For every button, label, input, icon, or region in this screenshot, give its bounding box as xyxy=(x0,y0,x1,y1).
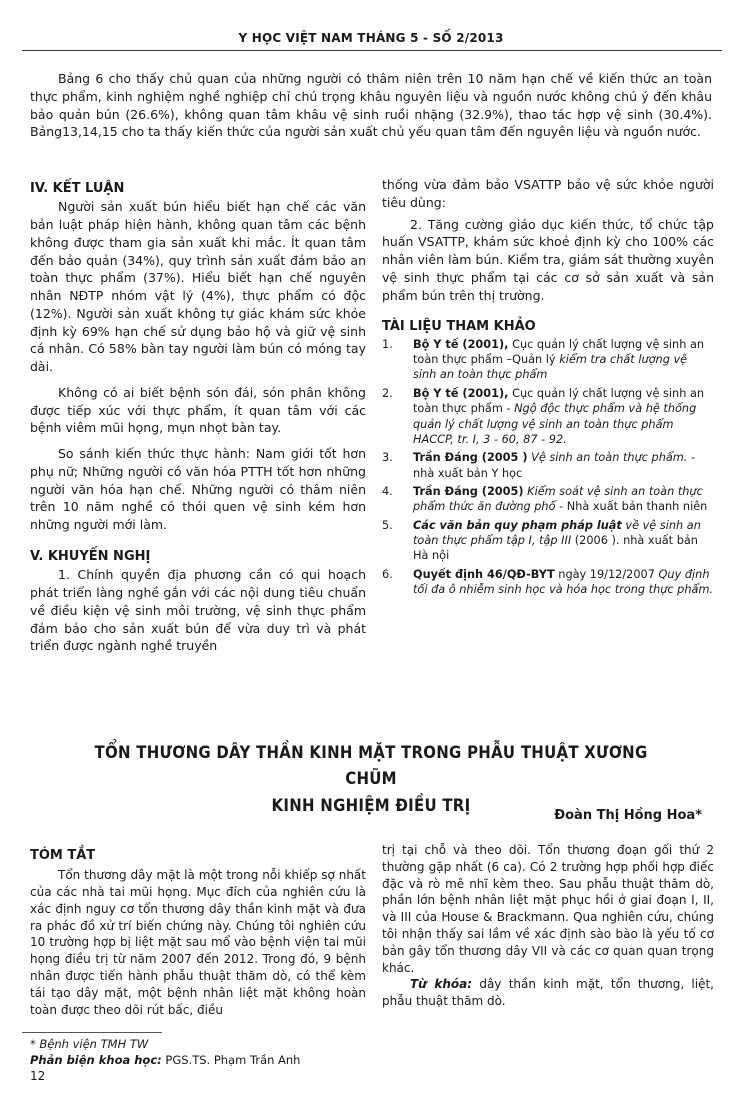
reviewer-name: PGS.TS. Phạm Trần Anh xyxy=(161,1053,301,1067)
abstract-text-continued: trị tại chỗ và theo dõi. Tổn thương đoạn gối thứ 2 thường gặp nhất (6 ca). Có 2 trường hợp phối hợp điếc đặc và rò mê nhĩ kèm theo. Sau phẫu thuật thăm dò, phần lớn bệnh nhân liệt mặt phục hồi ở giai đoạn I, II, và III của House & Brackmann. Qua nghiên cứu, chúng tôi nhận thấy sai lầm về xác định sào bào là yếu tố cơ bản gây tổn thương dây VII và các cơ quan quan trọng khác. xyxy=(382,843,714,975)
left-column xyxy=(30,180,366,655)
abstract-left-column xyxy=(30,847,366,1018)
reference-item: 1. Bộ Y tế (2001), Cục quản lý chất lượng vệ sinh an toàn thực phẩm –Quản lý kiểm tra chất lượng vệ sinh an toàn thực phẩm xyxy=(382,337,705,382)
keywords-text: dây thần kinh mặt, tổn thương, liệt, phẫu thuật thăm dò. xyxy=(382,977,714,1009)
footnote-reviewer xyxy=(30,1052,300,1068)
article-title-line: KINH NGHIỆM ĐIỀU TRỊ xyxy=(271,795,471,816)
conclusion-paragraph: So sánh kiến thức thực hành: Nam giới tốt hơn phụ nữ; Những người có văn hóa PTTH tốt hơn những người văn hóa hạn chế. Những người có thâm niên trên 10 năm nghề có thói quen vệ sinh kém hơn những người mới làm. xyxy=(30,446,366,533)
reference-item: 2. Bộ Y tế (2001), Cục quản lý chất lượng vệ sinh an toàn thực phẩm - Ngộ độc thực phẩm và hệ thống quản lý chất lượng vệ sinh an toàn thực phẩm HACCP, tr. I, 3 - 60, 87 - 92. xyxy=(382,386,705,446)
journal-header: Y HỌC VIỆT NAM THÁNG 5 - SỐ 2/2013 xyxy=(238,31,504,45)
header-rule xyxy=(22,50,722,51)
conclusion-paragraph: Người sản xuất bún hiểu biết hạn chế các văn bản luật pháp hiện hành, không quan tâm các bệnh không được tham gia sản xuất khi mắc. Ít quan tâm đến bảo quản (34%), quy trình sản xuất đảm bảo an toàn thực phẩm (37%). Hiểu biết hạn chế nguyên nhân NĐTP nhóm vật lý (4%), thực phẩm có độc (12%). Người sản xuất không tự giác khám sức khỏe định kỳ 69% hạn chế sử dụng bảo hộ và giữ vệ sinh cá nhân. Có 58% bàn tay người làm bún có móng tay dài. xyxy=(30,199,366,375)
article-title-line: TỔN THƯƠNG DÂY THẦN KINH MẶT TRONG PHẪU THUẬT XƯƠNG CHŨM xyxy=(94,743,648,790)
abstract-heading: TÓM TẮT xyxy=(30,848,96,863)
reviewer-label: Phản biện khoa học: xyxy=(30,1053,162,1067)
recommendation-paragraph-continued: thống vừa đảm bảo VSATTP bảo vệ sức khỏe người tiêu dùng: xyxy=(382,177,714,210)
recommendation-heading: V. KHUYẾN NGHỊ xyxy=(30,548,151,564)
references-heading: TÀI LIỆU THAM KHẢO xyxy=(382,319,536,335)
reference-item: 4. Trần Đáng (2005) Kiểm soát vệ sinh an toàn thực phẩm thức ăn đường phố - Nhà xuất bản thanh niên xyxy=(382,484,708,514)
footnote-rule xyxy=(22,1032,162,1033)
abstract-text: Tổn thương dây mặt là một trong nỗi khiếp sợ nhất của các nhà tai mũi họng. Mục đích của nghiên cứu là xác định nguy cơ tổn thương dây thần kinh mặt và đưa ra phác đồ xử trí biến chứng này. Chúng tôi nghiên cứu 10 trường hợp bị liệt mặt sau mổ vào bệnh viện tai mũi họng điều trị từ năm 2007 đến 2012. Trong đó, 9 bệnh nhân được tiến hành phẫu thuật thăm dò, có thể kèm tái tạo dây mặt, một bệnh nhân liệt mặt không hoàn toàn được theo dõi rút bấc, điều xyxy=(30,868,366,1017)
reference-list xyxy=(382,337,714,598)
conclusion-paragraph: Không có ai biết bệnh són đái, són phân không được tiếp xúc với thực phẩm, ít quan tâm với các bệnh viêm mũi họng, mụn nhọt bàn tay. xyxy=(30,384,366,436)
reference-item: 3. Trần Đáng (2005 ) Vệ sinh an toàn thực phẩm. - nhà xuất bản Y học xyxy=(382,451,696,480)
reference-item: 6. Quyết định 46/QĐ-BYT ngày 19/12/2007 Quy định tối đa ô nhiễm sinh học và hóa học trong thực phẩm. xyxy=(382,567,714,597)
keywords xyxy=(382,976,714,1010)
right-column xyxy=(382,176,714,600)
conclusion-heading: IV. KẾT LUẬN xyxy=(30,181,125,196)
article-author: Đoàn Thị Hồng Hoa* xyxy=(554,808,702,823)
abstract-right-column xyxy=(382,842,714,1010)
intro-paragraph: Bảng 6 cho thấy chủ quan của những người có thâm niên trên 10 năm hạn chế về kiến thức an toàn thực phẩm, kinh nghiệm nghề nghiệp chỉ chú trọng khâu nguyên liệu và nguồn nước không chú ý đến khâu bảo quản bún (26.6%), không quan tâm khâu vệ sinh ruồi nhặng (32.9%), thao tác hợp vệ sinh (30.4%). Bảng13,14,15 cho ta thấy kiến thức của người sản xuất chủ yếu quan tâm đến nguyên liệu và nguồn nước. xyxy=(30,71,712,140)
reference-item: 5. Các văn bản quy phạm pháp luật về vệ sinh an toàn thực phẩm tập I, tập III (2006 ). nhà xuất bản Hà nội xyxy=(382,518,701,563)
recommendation-paragraph: 2. Tăng cường giáo dục kiến thức, tổ chức tập huấn VSATTP, khám sức khoẻ định kỳ cho 100% các nhân viên làm bún. Kiểm tra, giám sát thường xuyên vệ sinh thực phẩm tại các cơ sở sản xuất và sản phẩm bún trên thị trường. xyxy=(382,216,714,303)
keywords-label: Từ khóa: xyxy=(410,977,473,992)
footnote-affiliation: * Bệnh viện TMH TW xyxy=(30,1037,149,1051)
page-number: 12 xyxy=(30,1069,46,1083)
recommendation-paragraph: 1. Chính quyền địa phương cần có qui hoạch phát triển làng nghề gắn với các nội dung tiêu chuẩn về điều kiện vệ sinh môi trường, vệ sinh thực phẩm đảm bảo cho sản xuất bún để vừa duy trì và phát triển được ngành nghề truyền xyxy=(30,567,366,654)
